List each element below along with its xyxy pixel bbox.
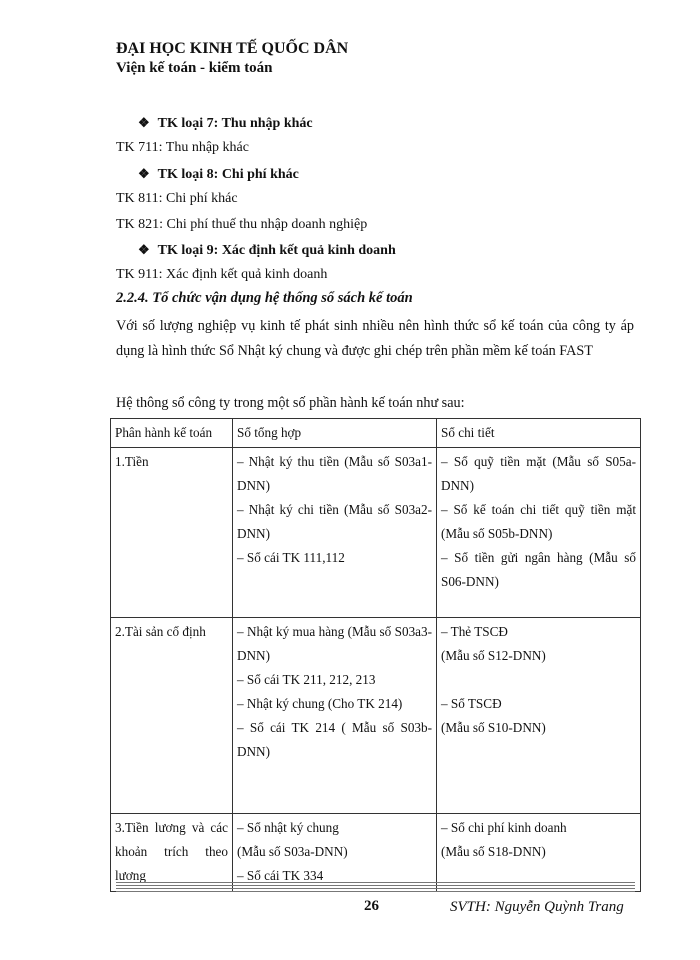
list-item: – Sổ cái TK 111,112 <box>237 550 345 565</box>
table-row <box>111 618 641 814</box>
table-row <box>111 448 641 618</box>
university-name: ĐẠI HỌC KINH TẾ QUỐC DÂN <box>116 40 349 57</box>
account-711: TK 711: Thu nhập khác <box>116 140 249 155</box>
category-8-label: TK loại 8: Chi phí khác <box>157 167 299 182</box>
account-911: TK 911: Xác định kết quả kinh doanh <box>116 267 328 282</box>
row-fixed-assets-general <box>233 618 437 814</box>
row-cash-detail <box>437 448 641 618</box>
ledger-table <box>110 418 641 892</box>
list-item: – Sổ quỹ tiền mặt (Mẫu số S05a-DNN) <box>441 454 636 493</box>
row-cash-name: 1.Tiền <box>111 448 233 618</box>
list-item: – Sổ cái TK 214 ( Mẫu số S03b-DNN) <box>237 720 432 759</box>
institute-name: Viện kế toán - kiểm toán <box>116 60 273 76</box>
section-paragraph: Với số lượng nghiệp vụ kinh tế phát sinh nhiều nên hình thức sổ kế toán của công ty áp dụng là hình thức Sổ Nhật ký chung và được ghi chép trên phần mềm kế toán FAST <box>116 318 634 359</box>
diamond-bullet-icon: ❖ <box>138 166 150 181</box>
category-8-heading <box>138 166 299 183</box>
list-item: – Nhật ký chung (Cho TK 214) <box>237 696 403 711</box>
category-9-label: TK loại 9: Xác định kết quả kinh doanh <box>157 243 396 258</box>
diamond-bullet-icon: ❖ <box>138 242 150 257</box>
header-cell-general-books: Sổ tổng hợp <box>233 419 437 448</box>
author-name: SVTH: Nguyễn Quỳnh Trang <box>450 899 624 915</box>
category-9-heading <box>138 242 396 259</box>
list-item: – Thẻ TSCĐ <box>441 624 508 639</box>
list-item: – Sổ cái TK 211, 212, 213 <box>237 672 376 687</box>
row-fixed-assets-name: 2.Tài sản cố định <box>111 618 233 814</box>
list-item: – Sổ tiền gửi ngân hàng (Mẫu số S06-DNN) <box>441 550 636 589</box>
header-cell-department: Phân hành kế toán <box>111 419 233 448</box>
list-item: – Sổ TSCĐ <box>441 696 502 711</box>
list-item: – Sổ chi phí kinh doanh <box>441 820 567 835</box>
list-item: – Sổ nhật ký chung <box>237 820 339 835</box>
row-payroll-label: 3.Tiền lương và các khoản trích theo lương <box>115 820 228 883</box>
category-7-heading <box>138 115 313 132</box>
category-7-label: TK loại 7: Thu nhập khác <box>157 116 313 131</box>
list-item: – Sổ kế toán chi tiết quỹ tiền mặt (Mẫu số S05b-DNN) <box>441 502 636 541</box>
list-item: – Nhật ký chi tiền (Mẫu số S03a2-DNN) <box>237 502 432 541</box>
list-item: (Mẫu số S03a-DNN) <box>237 844 348 859</box>
diamond-bullet-icon: ❖ <box>138 115 150 130</box>
row-payroll-name <box>111 814 233 892</box>
row-payroll-detail <box>437 814 641 892</box>
header-cell-detail-books: Sổ chi tiết <box>437 419 641 448</box>
list-item: – Nhật ký mua hàng (Mẫu số S03a3-DNN) <box>237 624 432 663</box>
list-item: (Mẫu số S18-DNN) <box>441 844 546 859</box>
account-811: TK 811: Chi phí khác <box>116 191 238 206</box>
row-fixed-assets-detail <box>437 618 641 814</box>
list-item: (Mẫu số S10-DNN) <box>441 720 546 735</box>
list-item: – Nhật ký thu tiền (Mẫu số S03a1-DNN) <box>237 454 432 493</box>
table-header-row <box>111 419 641 448</box>
row-payroll-general <box>233 814 437 892</box>
list-item: (Mẫu số S12-DNN) <box>441 648 546 663</box>
account-821: TK 821: Chi phí thuế thu nhập doanh nghiệp <box>116 217 368 232</box>
list-item: – Sổ cái TK 334 <box>237 868 324 883</box>
table-intro: Hệ thông sổ công ty trong một số phần hành kế toán như sau: <box>116 395 465 411</box>
section-heading: 2.2.4. Tổ chức vận dụng hệ thống sổ sách kế toán <box>116 290 413 306</box>
table-row <box>111 814 641 892</box>
row-cash-general <box>233 448 437 618</box>
page-number: 26 <box>364 898 379 914</box>
